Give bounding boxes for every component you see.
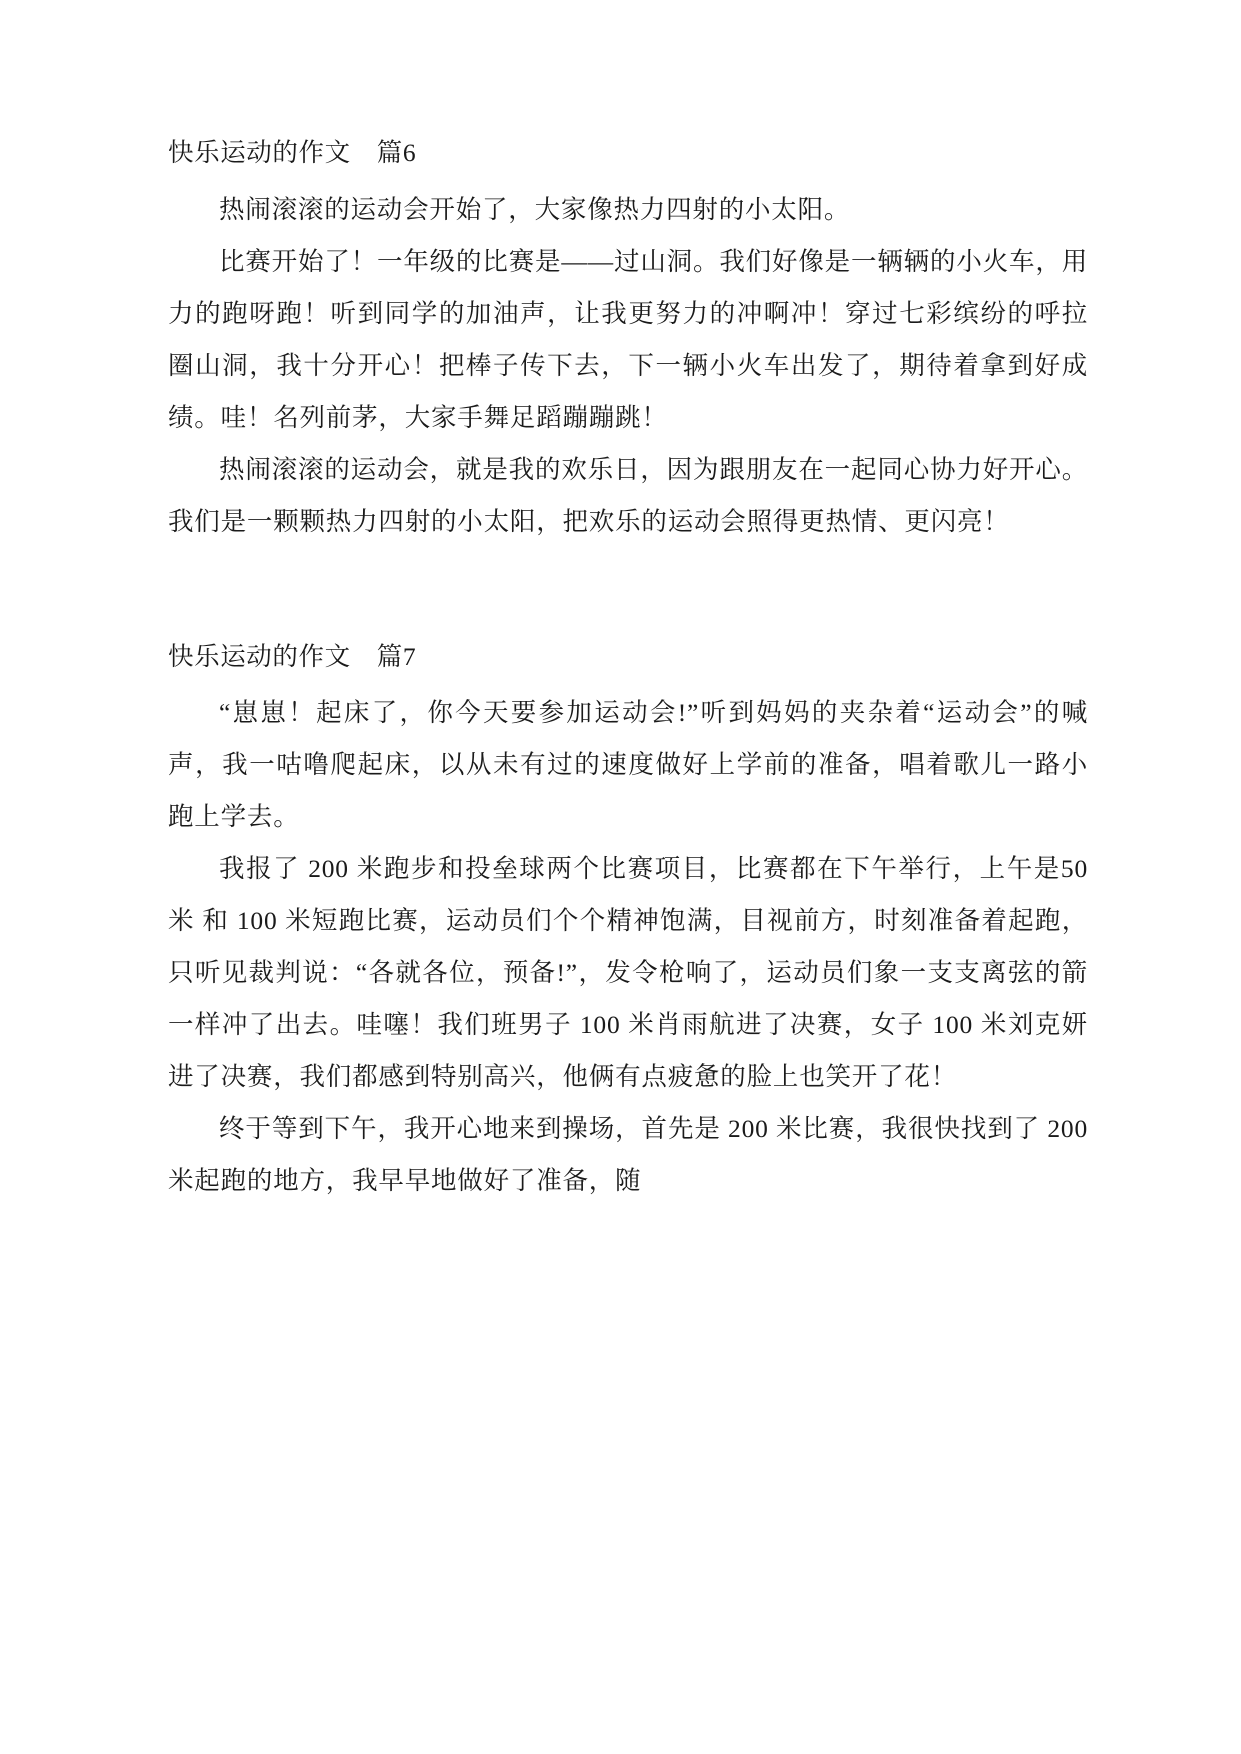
section-heading-7: 快乐运动的作文 篇7 <box>168 641 417 671</box>
paragraph: “崽崽！起床了，你今天要参加运动会!”听到妈妈的夹杂着“运动会”的喊声，我一咕噜爬起床，以从未有过的速度做好上学前的准备，唱着歌儿一路小跑上学去。 <box>168 698 1088 831</box>
essay-section-6 <box>168 140 1088 548</box>
paragraph: 热闹滚滚的运动会，就是我的欢乐日，因为跟朋友在一起同心协力好开心。我们是一颗颗热力四射的小太阳，把欢乐的运动会照得更热情、更闪亮！ <box>168 454 1088 536</box>
section-gap <box>168 548 1088 644</box>
document-body <box>168 140 1088 1207</box>
section-heading-6: 快乐运动的作文 篇6 <box>168 138 417 167</box>
paragraph: 终于等到下午，我开心地来到操场，首先是 200 米比赛，我很快找到了 200 米起跑的地方，我早早地做好了准备，随 <box>168 1114 1088 1195</box>
essay-section-7 <box>168 641 1088 1208</box>
paragraph: 比赛开始了！一年级的比赛是——过山洞。我们好像是一辆辆的小火车，用力的跑呀跑！听到同学的加油声，让我更努力的冲啊冲！穿过七彩缤纷的呼拉圈山洞，我十分开心！把棒子传下去，下一辆小火车出发了，期待着拿到好成绩。哇！名列前茅，大家手舞足蹈蹦蹦跳！ <box>168 246 1088 432</box>
paragraph: 热闹滚滚的运动会开始了，大家像热力四射的小太阳。 <box>219 194 851 224</box>
paragraph: 我报了 200 米跑步和投垒球两个比赛项目，比赛都在下午举行，上午是50 米 和 100 米短跑比赛，运动员们个个精神饱满，目视前方，时刻准备着起跑，只听见裁判说：“各就各位，预备!”，发令枪响了，运动员们象一支支离弦的箭一样冲了出去。哇噻！我们班男子 100 米肖雨航进了决赛，女子 100 米刘克妍进了决赛，我们都感到特别高兴，他俩有点疲惫的脸上也笑开了花！ <box>168 854 1088 1091</box>
